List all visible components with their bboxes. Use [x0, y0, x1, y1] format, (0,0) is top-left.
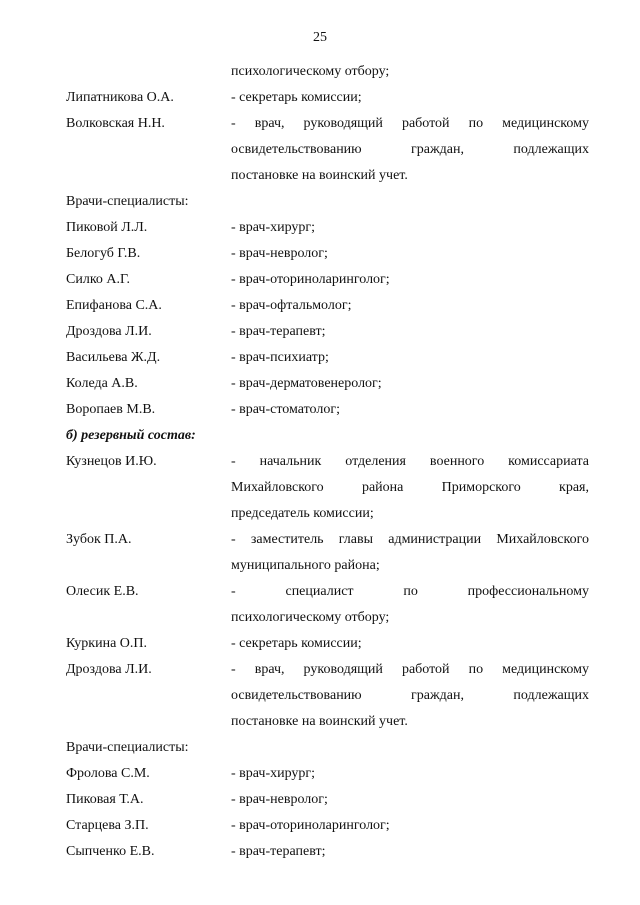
specialist-name: Пиковая Т.А. [66, 792, 144, 807]
specialist-name: Дроздова Л.И. [66, 324, 152, 339]
specialist-row [66, 293, 589, 319]
member-row [66, 111, 589, 189]
specialist-row [66, 241, 589, 267]
member-row [66, 449, 589, 527]
specialist-row [66, 319, 589, 345]
specialist-row [66, 787, 589, 813]
member-row [66, 631, 589, 657]
member-row [66, 85, 589, 111]
role-line: постановке на воинский учет. [231, 714, 408, 729]
specialist-name: Фролова С.М. [66, 766, 150, 781]
role-line: - специалист по профессиональному [231, 584, 589, 599]
member-name: Кузнецов И.Ю. [66, 454, 157, 469]
document-body [66, 59, 589, 865]
member-name: Куркина О.П. [66, 636, 148, 651]
page-number: 25 [313, 30, 327, 45]
member-role [231, 631, 589, 657]
specialist-name: Епифанова С.А. [66, 298, 162, 313]
role-line: - начальник отделения военного комиссариата [231, 454, 589, 469]
role-line: психологическому отбору; [231, 64, 390, 79]
specialist-name: Белогуб Г.В. [66, 246, 141, 261]
specialist-row [66, 761, 589, 787]
member-role [231, 85, 589, 111]
member-role [231, 59, 589, 85]
specialist-role: - врач-невролог; [231, 246, 328, 261]
member-role [231, 449, 589, 527]
member-role [231, 657, 589, 735]
role-line: - секретарь комиссии; [231, 90, 362, 105]
member-role [231, 579, 589, 631]
role-line: председатель комиссии; [231, 506, 374, 521]
member-name: Олесик Е.В. [66, 584, 139, 599]
specialist-role: - врач-дерматовенеролог; [231, 376, 382, 391]
specialist-row [66, 215, 589, 241]
member-role [231, 527, 589, 579]
specialist-role: - врач-терапевт; [231, 324, 326, 339]
member-name: Дроздова Л.И. [66, 662, 152, 677]
specialist-role: - врач-оториноларинголог; [231, 818, 390, 833]
member-row [66, 527, 589, 579]
member-row [66, 579, 589, 631]
specialist-role: - врач-оториноларинголог; [231, 272, 390, 287]
specialist-row [66, 813, 589, 839]
role-line: - врач, руководящий работой по медицинскому [231, 662, 589, 677]
section-heading: Врачи-специалисты: [66, 194, 189, 209]
role-line: муниципального района; [231, 558, 380, 573]
role-line: постановке на воинский учет. [231, 168, 408, 183]
reserve-heading: б) резервный состав: [66, 428, 196, 443]
specialist-role: - врач-офтальмолог; [231, 298, 352, 313]
specialist-row [66, 345, 589, 371]
member-name: Зубок П.А. [66, 532, 132, 547]
member-role [231, 111, 589, 189]
role-line: психологическому отбору; [231, 610, 390, 625]
specialist-role: - врач-психиатр; [231, 350, 329, 365]
specialist-role: - врач-хирург; [231, 220, 316, 235]
specialist-row [66, 397, 589, 423]
role-line: - заместитель главы администрации Михайловского [231, 532, 589, 547]
specialist-role: - врач-невролог; [231, 792, 328, 807]
specialist-role: - врач-хирург; [231, 766, 316, 781]
specialist-name: Пиковой Л.Л. [66, 220, 148, 235]
member-name: Волковская Н.Н. [66, 116, 165, 131]
specialist-name: Коледа А.В. [66, 376, 138, 391]
specialist-row [66, 267, 589, 293]
role-line: - секретарь комиссии; [231, 636, 362, 651]
role-line: Михайловского района Приморского края, [231, 480, 589, 495]
role-line: освидетельствованию граждан, подлежащих [231, 688, 589, 703]
role-line: - врач, руководящий работой по медицинскому [231, 116, 589, 131]
specialist-role: - врач-стоматолог; [231, 402, 340, 417]
specialist-role: - врач-терапевт; [231, 844, 326, 859]
specialist-name: Воропаев М.В. [66, 402, 156, 417]
specialist-name: Васильева Ж.Д. [66, 350, 161, 365]
member-row [66, 657, 589, 735]
role-line: освидетельствованию граждан, подлежащих [231, 142, 589, 157]
specialist-name: Сыпченко Е.В. [66, 844, 155, 859]
specialist-name: Силко А.Г. [66, 272, 131, 287]
specialist-name: Старцева З.П. [66, 818, 149, 833]
specialist-row [66, 839, 589, 865]
section-heading: Врачи-специалисты: [66, 740, 189, 755]
specialist-row [66, 371, 589, 397]
member-name: Липатникова О.А. [66, 90, 174, 105]
continuation-row [66, 59, 589, 85]
